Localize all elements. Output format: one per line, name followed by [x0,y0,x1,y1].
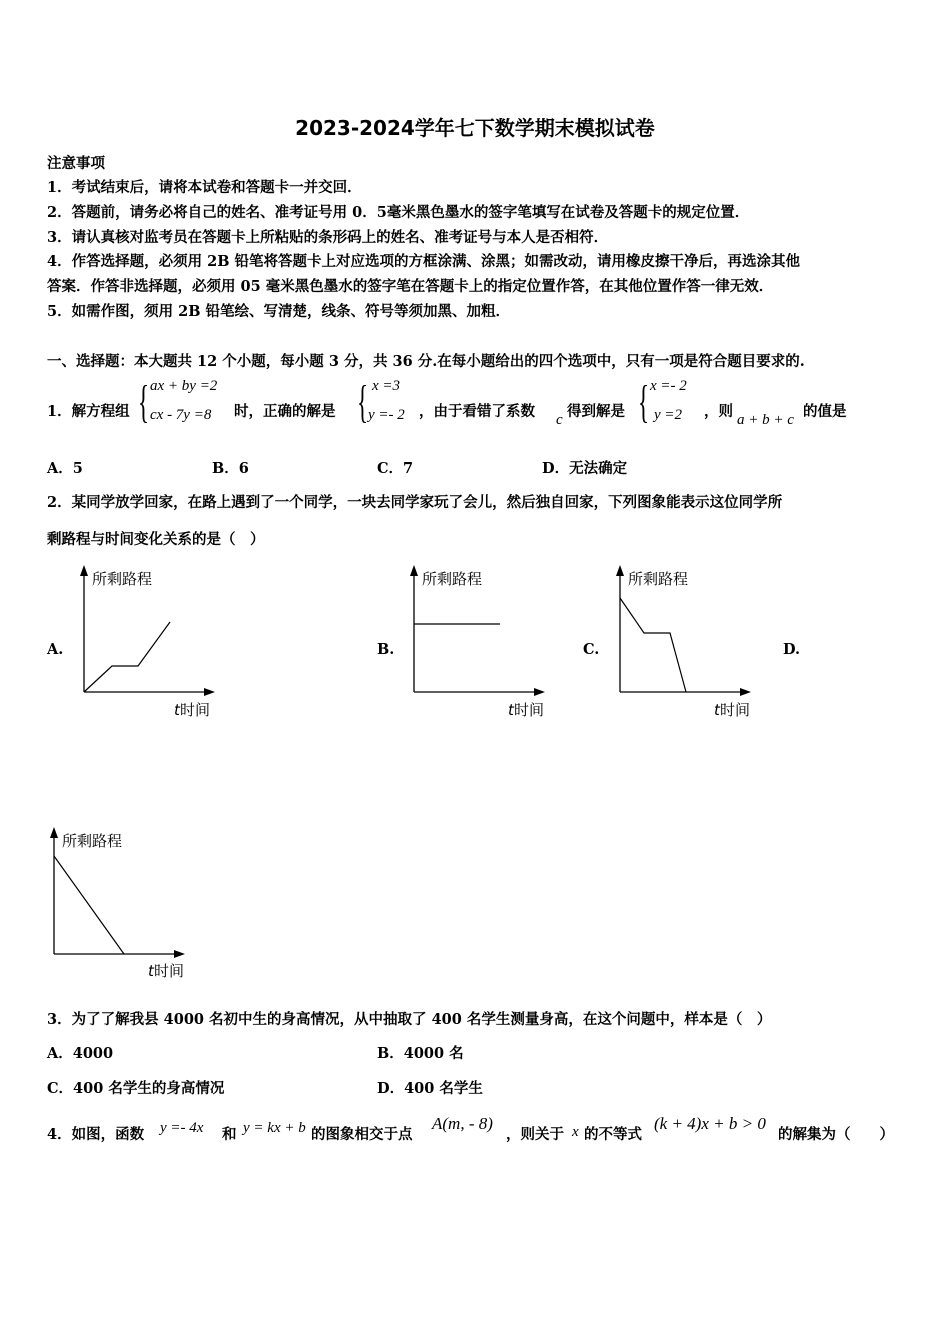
graph-b [400,562,560,722]
note-item: 答案．作答非选择题，必须用 05 毫米黑色墨水的签字笔在答题卡上的指定位置作答，在其他位置作答一律无效． [47,278,774,295]
graph-d-xlabel: 时间 [154,962,185,980]
q1-option-c: C．7 [377,460,414,477]
q4-point: A(m, - 8) [432,1114,493,1133]
q2-stem-line-1: 2．某同学放学回家，在路上遇到了一个同学，一块去同学家玩了会儿，然后独自回家，下列图象能表示这位同学所 [47,494,783,511]
q2-stem-line-2: 剩路程与时间变化关系的是（ ） [47,531,265,548]
q1-sol1-x: x =3 [372,378,401,394]
graph-a-xlabel-t: t [174,701,180,719]
graph-c [606,562,766,722]
q1-sol2-x: x =- 2 [650,378,687,394]
q4-inequality: (k + 4)x + b > 0 [654,1114,766,1133]
q2-label-b: B. [377,641,395,658]
q3-option-a: A．4000 [47,1045,114,1062]
q1-brace-1: { [138,376,150,427]
graph-d [40,822,200,982]
graph-c-xlabel: 时间 [720,701,751,719]
q1-option-a: A．5 [47,460,83,477]
graph-b-ylabel: 所剩路程 [422,570,483,588]
q3-stem: 3．为了了解我县 4000 名初中生的身高情况，从中抽取了 400 名学生测量身高，在这个问题中，样本是（ ） [47,1011,772,1028]
note-item: 1．考试结束后，请将本试卷和答题卡一并交回． [47,179,362,196]
graph-a-xlabel: 时间 [180,701,211,719]
q1-sol2-y: y =2 [654,407,683,423]
note-item: 5．如需作图，须用 2B 铅笔绘、写清楚，线条、符号等须加黑、加粗． [47,303,511,320]
graph-a [70,562,230,722]
note-item: 3．请认真核对监考员在答题卡上所粘贴的条形码上的姓名、准考证号与本人是否相符． [47,229,609,246]
q1-text-1: 时，正确的解是 [234,403,336,420]
graph-a-ylabel: 所剩路程 [92,570,153,588]
q1-option-d: D．无法确定 [542,460,628,477]
note-item: 2．答题前，请务必将自己的姓名、准考证号用 0．5毫米黑色墨水的签字笔填写在试卷及答题卡的规定位置． [47,204,750,221]
q4-suffix: 的解集为（ ） [778,1126,894,1143]
q1-brace-2: { [357,376,369,427]
graph-a-line [84,622,170,692]
graph-c-ylabel: 所剩路程 [628,570,689,588]
q1-prefix: 1．解方程组 [47,403,130,420]
q4-text-3: 的不等式 [584,1126,642,1143]
q2-label-d: D. [783,641,801,658]
graph-d-ylabel: 所剩路程 [62,832,123,850]
graph-b-xlabel-t: t [508,701,514,719]
q1-eq1: ax + by =2 [150,378,218,394]
q3-option-c: C．400 名学生的身高情况 [47,1080,225,1097]
q4-text-2: ，则关于 [506,1126,564,1143]
q4-text-1: 的图象相交于点 [311,1126,413,1143]
q3-option-d: D．400 名学生 [377,1080,483,1097]
q4-and: 和 [222,1126,237,1143]
q4-function-1: y =- 4x [160,1120,204,1136]
q3-option-b: B．4000 名 [377,1045,464,1062]
q1-text-3: 得到解是 [567,403,625,420]
q4-prefix: 4．如图，函数 [47,1126,145,1143]
note-item: 4．作答选择题，必须用 2B 铅笔将答题卡上对应选项的方框涂满、涂黑；如需改动，请用橡皮擦干净后，再选涂其他 [47,253,801,270]
q1-option-b: B．6 [212,460,249,477]
q2-label-a: A. [47,641,64,658]
q1-coef: c [556,412,563,428]
q1-text-2: ，由于看错了系数 [419,403,535,420]
q1-eq2: cx - 7y =8 [150,407,212,423]
graph-d-xlabel-t: t [148,962,154,980]
q1-expr: a + b + c [737,412,794,428]
section-heading: 一、选择题：本大题共 12 个小题，每小题 3 分，共 36 分.在每小题给出的四个选项中，只有一项是符合题目要求的. [47,353,805,370]
graph-c-xlabel-t: t [714,701,720,719]
q1-brace-3: { [638,376,650,427]
graph-c-line [620,598,686,692]
q1-suffix: 的值是 [803,403,847,420]
q4-function-2: y = kx + b [243,1120,306,1136]
q2-label-c: C. [583,641,600,658]
graph-d-line [54,856,124,954]
page-title: 2023-2024学年七下数学期末模拟试卷 [295,116,655,140]
q1-sol1-y: y =- 2 [368,407,405,423]
graph-b-xlabel: 时间 [514,701,545,719]
notes-heading: 注意事项 [47,155,105,172]
q4-var: x [572,1124,579,1140]
q1-text-4: ，则 [704,403,733,420]
